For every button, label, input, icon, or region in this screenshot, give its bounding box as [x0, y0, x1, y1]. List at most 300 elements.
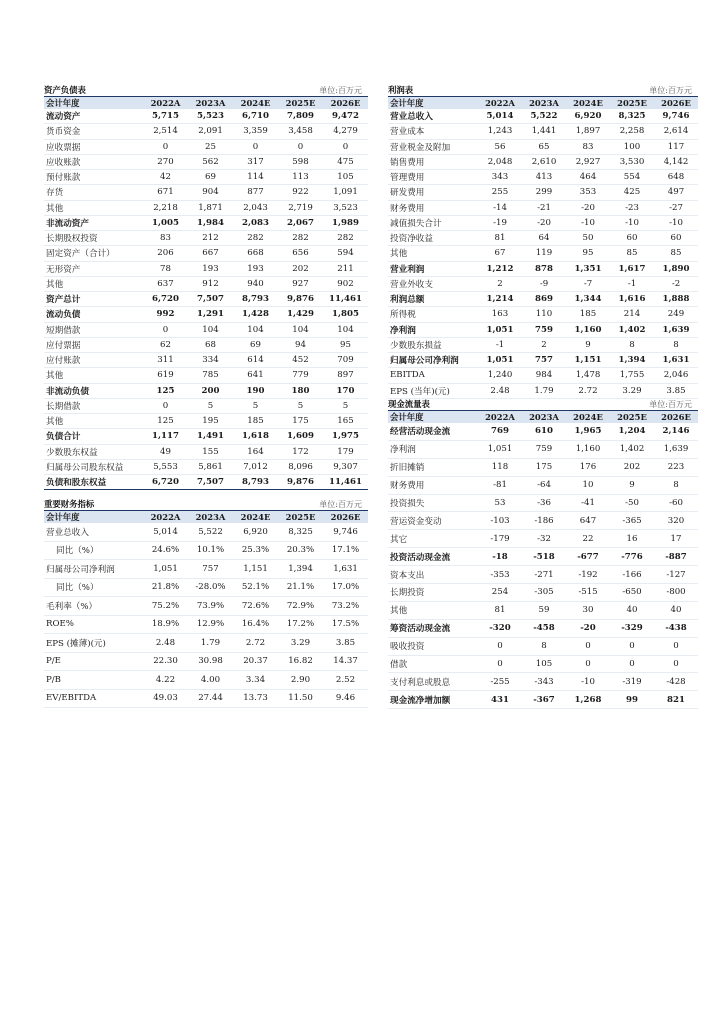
cell-value: -887: [665, 551, 687, 562]
cell-value: 2,091: [198, 126, 223, 137]
table-row: [388, 673, 698, 691]
cell-value: 25: [205, 141, 216, 152]
cell-value: 311: [157, 355, 174, 366]
row-label: 归属母公司净利润: [390, 356, 459, 367]
table-row: [44, 140, 368, 155]
cell-value: 10.1%: [196, 545, 225, 556]
table-row: [44, 653, 368, 672]
cell-value: -458: [533, 623, 555, 634]
table-row: [388, 548, 698, 566]
cell-value: 21.1%: [286, 582, 315, 593]
row-label: 销售费用: [390, 157, 425, 168]
row-label: 支付利息或股息: [390, 677, 451, 688]
cell-value: 8: [673, 480, 679, 491]
cell-value: 1,291: [197, 309, 224, 320]
table-row: [44, 170, 368, 185]
cell-value: 165: [337, 416, 354, 427]
cell-value: 2,614: [663, 126, 689, 137]
table-row: [388, 216, 698, 231]
cell-value: -343: [534, 676, 554, 687]
cell-value: 5,553: [153, 461, 178, 472]
cell-value: -20: [537, 217, 551, 228]
cell-value: 1,214: [486, 294, 514, 305]
row-label: 毛利率（%）: [46, 601, 98, 612]
unit-label: 单位:百万元: [649, 86, 692, 95]
cell-value: 104: [292, 324, 309, 335]
cell-value: 1,151: [574, 355, 602, 366]
row-label: 营运资金变动: [390, 516, 442, 527]
cell-value: 17.2%: [286, 619, 315, 630]
cell-value: 179: [337, 446, 354, 457]
cell-value: 81: [494, 605, 506, 616]
cell-value: 2,146: [662, 426, 690, 437]
cell-value: 1,051: [153, 563, 178, 574]
cell-value: 200: [201, 385, 220, 396]
cell-value: 95: [340, 339, 351, 350]
row-label: 其它: [390, 534, 408, 545]
cell-value: -7: [583, 278, 593, 289]
table-row: [44, 634, 368, 653]
row-label: 负债合计: [46, 432, 81, 443]
row-label: 研发费用: [390, 188, 425, 199]
cell-value: 114: [247, 172, 264, 183]
year-header: 2023A: [195, 98, 226, 108]
table-row: [388, 201, 698, 216]
row-label: 营业利润: [390, 264, 425, 275]
table-row: [388, 231, 698, 246]
key-financials-panel: [44, 498, 368, 708]
cell-value: -50: [625, 498, 639, 508]
cell-value: 5,014: [486, 111, 514, 122]
row-label: 营业税金及附加: [390, 142, 451, 153]
table-row: [388, 423, 698, 441]
row-label: 经营活动现金流: [390, 427, 451, 438]
cell-value: 214: [623, 309, 641, 320]
table-row: [44, 292, 368, 307]
cell-value: 53: [494, 498, 506, 508]
cell-value: 85: [626, 248, 638, 259]
cell-value: 175: [292, 416, 309, 427]
table-header-row: [44, 511, 368, 523]
year-header: 2026E: [330, 512, 361, 522]
cell-value: 610: [535, 426, 553, 437]
year-header: 2022A: [485, 98, 515, 108]
cell-value: 984: [535, 370, 553, 381]
cell-value: -127: [666, 569, 686, 580]
cell-value: 65: [538, 141, 550, 152]
cell-value: 10: [582, 480, 594, 491]
cell-value: 20.3%: [286, 545, 315, 556]
cell-value: 69: [205, 172, 216, 183]
table-header-row: [388, 97, 698, 109]
table-row: [388, 530, 698, 548]
cell-value: 0: [162, 400, 169, 411]
cell-value: 125: [157, 416, 174, 427]
cell-value: 18.9%: [151, 619, 180, 630]
cell-value: -353: [490, 569, 510, 580]
cell-value: 11,461: [329, 294, 362, 305]
row-label: 应付票据: [46, 340, 81, 351]
cell-value: -36: [537, 498, 551, 508]
cell-value: 113: [292, 172, 309, 183]
cell-value: 1,888: [662, 294, 690, 305]
row-label: 归属母公司股东权益: [46, 462, 124, 473]
cell-value: 13.73: [243, 693, 268, 704]
cell-value: 7,507: [197, 294, 224, 305]
cell-value: 759: [535, 324, 553, 335]
cell-value: 922: [292, 187, 309, 198]
cell-value: 1,212: [486, 263, 514, 274]
cell-value: 117: [667, 141, 685, 152]
table-row: [388, 602, 698, 620]
header-label: 会计年度: [46, 512, 80, 522]
cell-value: 648: [667, 172, 685, 183]
cell-value: 785: [202, 370, 219, 381]
cell-value: 73.9%: [196, 600, 225, 611]
cell-value: 431: [491, 694, 509, 705]
cell-value: 249: [667, 309, 685, 320]
table-row: [44, 399, 368, 414]
row-label: 利润总额: [390, 295, 425, 306]
cell-value: 902: [337, 278, 354, 289]
cell-value: 614: [247, 355, 264, 366]
cell-value: 105: [337, 172, 354, 183]
unit-label: 单位:百万元: [319, 500, 362, 509]
cell-value: 83: [582, 141, 594, 152]
cell-value: 78: [160, 263, 171, 274]
cell-value: 8,325: [618, 111, 646, 122]
cell-value: 334: [202, 355, 219, 366]
table-row: [388, 246, 698, 261]
cell-value: 2,927: [575, 156, 601, 167]
cell-value: 2.52: [335, 674, 356, 685]
cell-value: 1,989: [332, 217, 359, 228]
cell-value: 4.00: [200, 674, 221, 685]
cell-value: -103: [490, 515, 510, 526]
cell-value: 172: [292, 446, 309, 457]
cell-value: 11.50: [288, 693, 313, 704]
cell-value: 1.79: [534, 385, 554, 396]
cell-value: -650: [622, 587, 642, 598]
table-row: [388, 292, 698, 307]
table-row: [44, 414, 368, 429]
cell-value: 2,514: [153, 126, 178, 137]
row-label: 同比（%）: [56, 583, 99, 594]
cell-value: 3,458: [288, 126, 313, 137]
cell-value: 1,755: [619, 370, 645, 381]
cell-value: 40: [670, 605, 682, 616]
cell-value: 0: [297, 141, 304, 152]
cell-value: -271: [534, 569, 554, 580]
header-label: 会计年度: [46, 98, 80, 108]
cell-value: 1,441: [531, 126, 557, 137]
cell-value: 343: [491, 172, 509, 183]
row-label: EPS (当年)(元): [390, 386, 450, 397]
year-header: 2023A: [529, 98, 559, 108]
row-label: 长期借款: [46, 401, 81, 412]
cell-value: 282: [292, 233, 309, 244]
cell-value: -14: [493, 202, 507, 213]
cell-value: -776: [621, 551, 643, 562]
cell-value: 317: [247, 156, 264, 167]
row-label: 现金流净增加额: [390, 695, 451, 706]
cell-value: 1,051: [487, 444, 513, 455]
cell-value: -81: [493, 480, 507, 491]
cell-value: 904: [202, 187, 219, 198]
row-label: 吸收投资: [390, 642, 425, 653]
cell-value: 17.5%: [331, 619, 360, 630]
cell-value: 2.72: [245, 637, 266, 648]
table-row: [44, 323, 368, 338]
year-header: 2024E: [573, 412, 603, 422]
cell-value: 42: [160, 172, 171, 183]
year-header: 2023A: [529, 412, 559, 422]
cell-value: -10: [581, 217, 595, 228]
row-label: 应收账款: [46, 157, 81, 168]
cell-value: 9,307: [333, 461, 358, 472]
cell-value: -27: [669, 202, 683, 213]
row-label: 营业总收入: [390, 112, 433, 123]
cell-value: 72.9%: [286, 600, 315, 611]
row-label: EPS (摊薄)(元): [46, 638, 106, 649]
cell-value: -515: [578, 587, 598, 598]
cell-value: 8,325: [288, 526, 313, 537]
cell-value: 73.2%: [331, 600, 360, 611]
row-label: 非流动负债: [46, 386, 89, 397]
table-row: [388, 512, 698, 530]
table-row: [388, 124, 698, 139]
cell-value: 49: [160, 446, 171, 457]
cell-value: 24.6%: [151, 545, 180, 556]
cell-value: 7,012: [243, 461, 268, 472]
cell-value: -19: [493, 217, 507, 228]
unit-label: 单位:百万元: [319, 86, 362, 95]
cell-value: 757: [535, 355, 553, 366]
cell-value: 27.44: [198, 693, 223, 704]
cell-value: -20: [580, 623, 596, 634]
cell-value: 94: [295, 339, 306, 350]
table-row: [388, 109, 698, 124]
header-label: 会计年度: [390, 98, 424, 108]
table-row: [388, 566, 698, 584]
cell-value: 85: [670, 248, 682, 259]
table-title: 资产负债表: [44, 85, 86, 95]
table-row: [44, 109, 368, 124]
table-title: 利润表: [388, 85, 414, 95]
cell-value: 759: [535, 444, 553, 455]
year-header: 2022A: [150, 98, 181, 108]
table-title-row: [44, 498, 368, 511]
cell-value: 475: [337, 156, 354, 167]
year-header: 2024E: [240, 98, 271, 108]
table-title-row: [44, 84, 368, 97]
cell-value: -800: [666, 587, 686, 598]
row-label: 长期投资: [390, 588, 425, 599]
year-header: 2023A: [195, 512, 226, 522]
table-row: [44, 445, 368, 460]
cell-value: 8: [673, 339, 679, 350]
table-row: [388, 262, 698, 277]
table-row: [388, 691, 698, 709]
row-label: 流动负债: [46, 310, 81, 321]
cell-value: 668: [247, 248, 264, 259]
cell-value: 2.48: [490, 385, 510, 396]
cell-value: -319: [622, 676, 642, 687]
row-label: 投资损失: [390, 499, 425, 509]
cell-value: 1,394: [288, 563, 313, 574]
year-header: 2025E: [617, 98, 647, 108]
cell-value: 56: [494, 141, 506, 152]
cell-value: -329: [621, 623, 643, 634]
cell-value: 1,160: [574, 324, 602, 335]
cell-value: 0: [342, 141, 349, 152]
cell-value: 709: [337, 355, 354, 366]
row-label: 减值损失合计: [390, 218, 442, 229]
row-label: 流动资产: [46, 112, 81, 123]
cell-value: 1,805: [332, 309, 359, 320]
cell-value: 1,478: [575, 370, 601, 381]
cell-value: 62: [160, 339, 171, 350]
row-label: 非流动资产: [46, 218, 89, 229]
row-label: 财务费用: [390, 481, 425, 492]
row-label: 其他: [46, 417, 64, 428]
cell-value: 1,965: [574, 426, 602, 437]
cell-value: 299: [535, 187, 553, 198]
row-label: 无形资产: [46, 264, 81, 275]
table-row: [44, 690, 368, 709]
year-header: 2022A: [150, 512, 181, 522]
cell-value: -10: [581, 676, 595, 687]
cell-value: 0: [162, 324, 169, 335]
cell-value: 60: [626, 233, 638, 244]
table-row: [388, 185, 698, 200]
row-label: 负债和股东权益: [46, 478, 107, 489]
row-label: 资本支出: [390, 570, 425, 581]
cell-value: 1,005: [152, 217, 179, 228]
table-row: [44, 277, 368, 292]
cell-value: -192: [578, 569, 598, 580]
cell-value: 2,218: [153, 202, 178, 213]
table-row: [388, 459, 698, 477]
cell-value: 190: [246, 385, 265, 396]
cell-value: 897: [337, 370, 354, 381]
table-title-row: [388, 398, 698, 411]
table-row: [388, 638, 698, 656]
cell-value: 2,046: [663, 370, 689, 381]
table-row: [44, 338, 368, 353]
cell-value: 1,491: [197, 431, 224, 442]
cell-value: 1,051: [486, 355, 514, 366]
year-header: 2025E: [617, 412, 647, 422]
row-label: 存货: [46, 188, 64, 199]
cell-value: -166: [622, 569, 642, 580]
cell-value: 64: [538, 233, 550, 244]
cell-value: 1,344: [574, 294, 602, 305]
row-label: 筹资活动现金流: [390, 624, 451, 635]
cell-value: 637: [157, 278, 174, 289]
cell-value: 5,715: [152, 111, 179, 122]
cell-value: -518: [533, 551, 555, 562]
cell-value: 270: [157, 156, 174, 167]
cell-value: 75.2%: [151, 600, 180, 611]
cell-value: 0: [673, 641, 679, 652]
cell-value: -305: [534, 587, 554, 598]
cell-value: 5: [252, 400, 259, 411]
cell-value: 562: [202, 156, 219, 167]
cell-value: 104: [337, 324, 354, 335]
cell-value: 20.37: [243, 656, 268, 667]
cell-value: 3.29: [622, 385, 642, 396]
cell-value: 2: [541, 339, 547, 350]
row-label: 财务费用: [390, 203, 425, 214]
cell-value: 0: [497, 641, 503, 652]
row-label: ROE%: [46, 619, 74, 630]
cell-value: -1: [495, 339, 505, 350]
cell-value: 2.90: [290, 674, 311, 685]
cell-value: 118: [491, 462, 509, 473]
row-label: 其他: [390, 606, 408, 617]
table-title: 现金流量表: [388, 399, 430, 409]
cell-value: 52.1%: [241, 582, 270, 593]
cell-value: -365: [622, 515, 642, 526]
cell-value: 7,809: [287, 111, 314, 122]
cell-value: 0: [629, 641, 635, 652]
cell-value: -367: [533, 694, 555, 705]
row-label: 同比（%）: [56, 546, 99, 557]
cell-value: 175: [535, 462, 553, 473]
cell-value: 1,151: [243, 563, 268, 574]
cell-value: -64: [537, 480, 551, 491]
cell-value: 647: [579, 515, 597, 526]
cell-value: 5: [207, 400, 214, 411]
row-label: 管理费用: [390, 173, 425, 184]
cell-value: 1,639: [663, 444, 689, 455]
cell-value: 9.46: [335, 693, 356, 704]
row-label: 固定资产（合计）: [46, 249, 115, 260]
cell-value: 9: [585, 339, 591, 350]
cell-value: 17.0%: [331, 582, 360, 593]
row-label: P/E: [46, 656, 61, 667]
cell-value: 927: [292, 278, 309, 289]
cell-value: 1,204: [618, 426, 646, 437]
row-label: 营业成本: [390, 127, 425, 138]
table-row: [388, 368, 698, 383]
cell-value: -20: [581, 202, 595, 213]
cell-value: 0: [629, 659, 635, 670]
cell-value: 1,402: [618, 324, 646, 335]
cell-value: 1,051: [486, 324, 514, 335]
cell-value: 164: [247, 446, 264, 457]
cell-value: 0: [497, 659, 503, 670]
cell-value: 869: [535, 294, 553, 305]
cell-value: 72.6%: [241, 600, 270, 611]
cell-value: 1,268: [574, 694, 602, 705]
table-row: [388, 353, 698, 368]
row-label: 其他: [390, 249, 408, 260]
cell-value: 1,631: [333, 563, 358, 574]
row-label: 其他: [46, 279, 64, 290]
cell-value: 0: [673, 659, 679, 670]
cell-value: 877: [247, 187, 264, 198]
table-row: [388, 155, 698, 170]
cell-value: 1,609: [287, 431, 314, 442]
cell-value: 2,610: [531, 156, 557, 167]
cell-value: 320: [667, 515, 685, 526]
cell-value: 1,428: [242, 309, 269, 320]
cell-value: 40: [626, 605, 638, 616]
table-row: [44, 246, 368, 261]
cell-value: 1.79: [200, 637, 221, 648]
